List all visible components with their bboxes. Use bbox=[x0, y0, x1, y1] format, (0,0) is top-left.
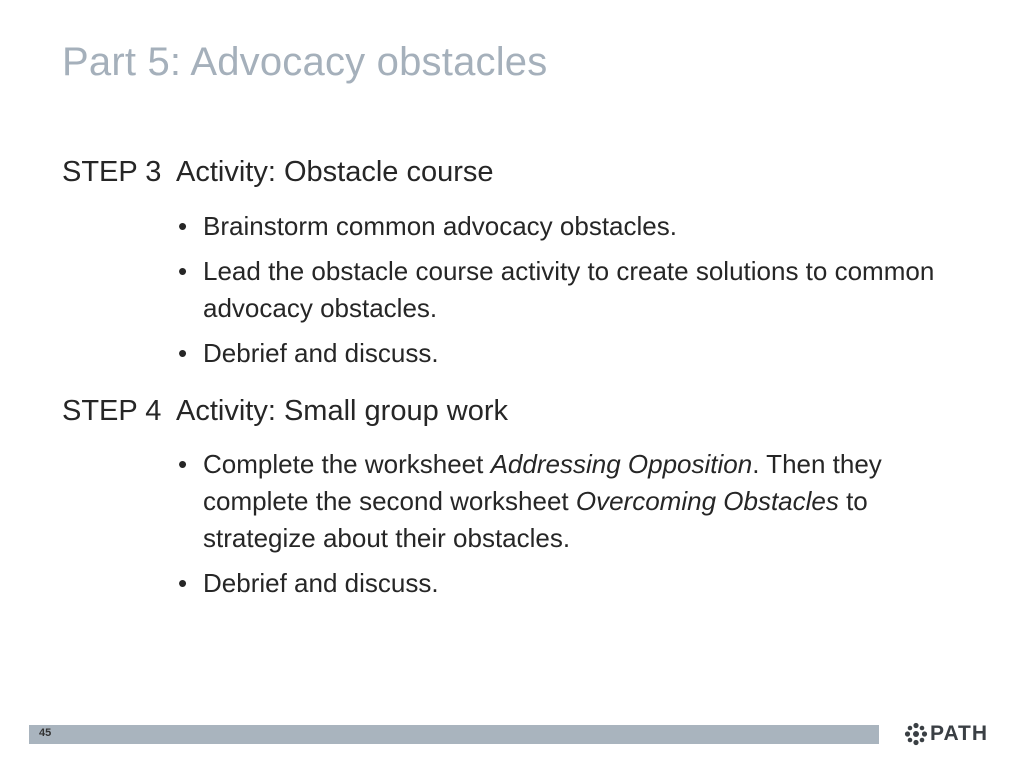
bullet-icon: • bbox=[178, 449, 188, 479]
bullet-text bbox=[203, 449, 882, 553]
list-item bbox=[178, 208, 978, 245]
bullet-text-part: . Then they complete the second worksheet bbox=[203, 449, 882, 516]
bullet-icon: • bbox=[178, 211, 188, 241]
bullet-icon: • bbox=[178, 256, 188, 286]
list-item bbox=[178, 253, 978, 327]
logo-text: PATH bbox=[930, 722, 989, 745]
step-4-heading: Activity: Small group work bbox=[176, 395, 508, 427]
list-item bbox=[178, 565, 978, 602]
page-number: 45 bbox=[39, 727, 52, 739]
bullet-text: Lead the obstacle course activity to create solutions to common advocacy obstacles. bbox=[203, 256, 935, 323]
slide-title: Part 5: Advocacy obstacles bbox=[62, 40, 548, 84]
step-4-bullet-list bbox=[178, 446, 978, 610]
list-item bbox=[178, 446, 978, 557]
step-3-number: STEP 3 bbox=[62, 156, 162, 188]
bullet-text: Debrief and discuss. bbox=[203, 568, 439, 598]
bullet-text-part: Complete the worksheet bbox=[203, 449, 491, 479]
step-4-heading-row bbox=[62, 395, 508, 428]
step-3-heading: Activity: Obstacle course bbox=[176, 156, 494, 188]
bullet-text: Brainstorm common advocacy obstacles. bbox=[203, 211, 677, 241]
step-3-heading-row bbox=[62, 156, 494, 189]
step-3-bullet-list bbox=[178, 208, 978, 380]
bullet-text-part: to strategize about their obstacles. bbox=[203, 486, 868, 553]
path-logo-icon bbox=[904, 722, 928, 746]
list-item bbox=[178, 335, 978, 372]
step-4-number: STEP 4 bbox=[62, 395, 162, 427]
bullet-icon: • bbox=[178, 568, 188, 598]
path-logo bbox=[904, 720, 988, 748]
bullet-icon: • bbox=[178, 338, 188, 368]
worksheet-title: Overcoming Obstacles bbox=[575, 486, 839, 516]
footer-bar bbox=[29, 725, 879, 744]
bullet-text: Debrief and discuss. bbox=[203, 338, 439, 368]
worksheet-title: Addressing Opposition bbox=[490, 449, 753, 479]
